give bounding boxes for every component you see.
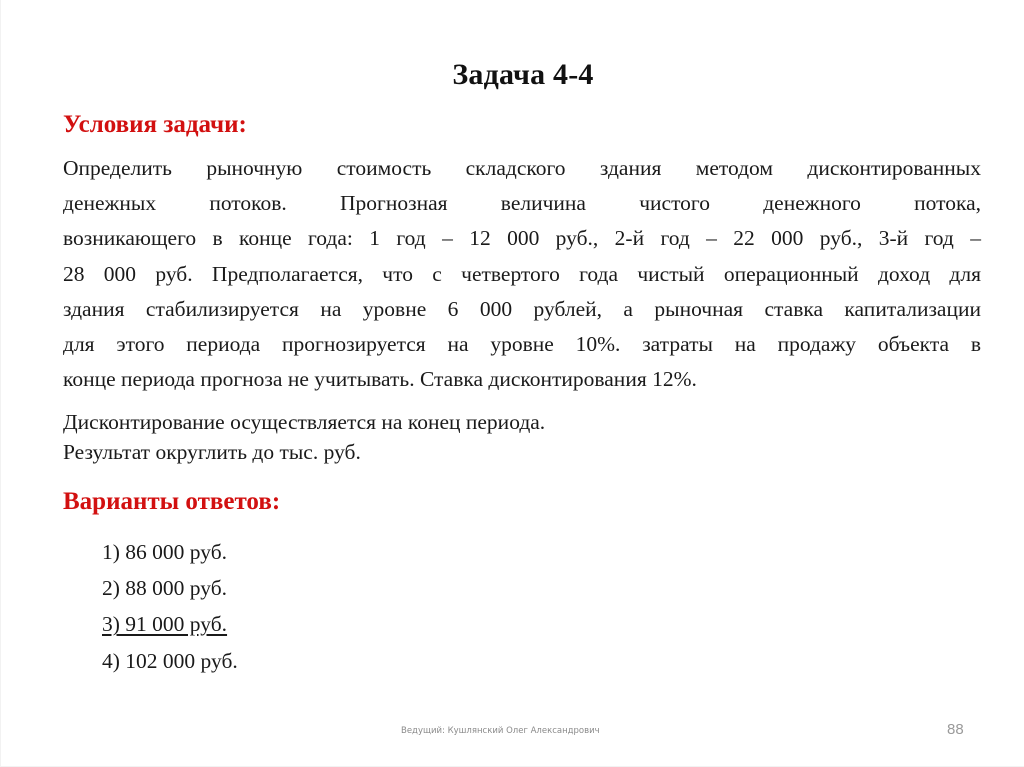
answer-option-2[interactable] [102, 570, 238, 606]
answer-options-list [102, 534, 238, 679]
answer-option-label: 1) 86 000 руб. [102, 540, 228, 564]
answer-option-3-correct[interactable] [102, 606, 238, 642]
answer-option-label: 3) 91 000 руб. [102, 612, 228, 637]
problem-line: возникающего в конце года: 1 год – 12 000 руб., 2-й год – 22 000 руб., 3-й год – [63, 226, 981, 251]
slide-number: 88 [947, 721, 964, 738]
rounding-note: Результат округлить до тыс. руб. [63, 440, 361, 464]
discounting-note: Дисконтирование осуществляется на конец периода. [63, 410, 546, 434]
problem-line: Определить рыночную стоимость складского здания методом дисконтированных [63, 156, 981, 180]
problem-line: здания стабилизируется на уровне 6 000 рублей, а рыночная ставка капитализации [63, 296, 981, 321]
problem-line: 28 000 руб. Предполагается, что с четвертого года чистый операционный доход для [63, 261, 981, 286]
problem-line: денежных потоков. Прогнозная величина чистого денежного потока, [63, 191, 981, 216]
problem-statement [63, 151, 981, 397]
footer-presenter: Ведущий: Кушлянский Олег Александрович [401, 726, 600, 736]
slide-title: Задача 4-4 [452, 58, 594, 91]
conditions-heading: Условия задачи: [63, 111, 247, 138]
answers-heading: Варианты ответов: [63, 488, 281, 515]
answer-option-label: 2) 88 000 руб. [102, 576, 228, 601]
problem-notes [63, 407, 545, 467]
answer-option-4[interactable] [102, 643, 238, 679]
problem-line: конце периода прогноза не учитывать. Ставка дисконтирования 12%. [63, 367, 697, 392]
answer-option-1[interactable] [102, 534, 238, 570]
problem-line: для этого периода прогнозируется на уровне 10%. затраты на продажу объекта в [63, 332, 981, 357]
answer-option-label: 4) 102 000 руб. [102, 648, 238, 673]
